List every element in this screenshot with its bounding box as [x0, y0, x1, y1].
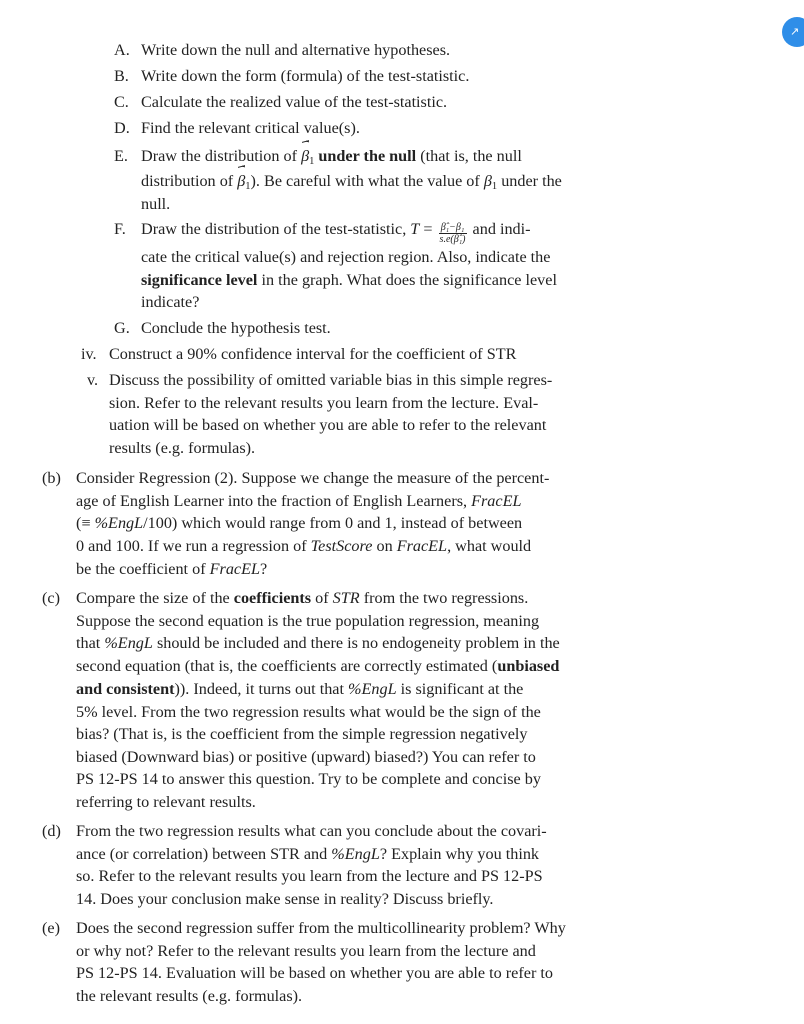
item-v-line1: Discuss the possibility of omitted variable bias in this simple regres- — [109, 371, 553, 389]
item-e-line3: null. — [141, 195, 171, 213]
item-f-label: F. — [114, 220, 126, 238]
question-c-line5: and consistent)). Indeed, it turns out that %EngL is significant at the — [76, 680, 524, 698]
item-a-text: Write down the null and alternative hypotheses. — [141, 41, 451, 59]
item-b-label: B. — [114, 67, 129, 85]
item-e-line1: Draw the distribution of $\beta_1$ under the null (that is, the null — [141, 147, 522, 167]
item-e-label: E. — [114, 147, 128, 165]
question-c-line4: second equation (that is, the coefficients are correctly estimated (unbiased — [76, 657, 560, 675]
question-d-line2: ance (or correlation) between STR and %EngL? Explain why you think — [76, 845, 540, 863]
item-c-label: C. — [114, 93, 129, 111]
share-icon: ↗ — [790, 25, 800, 38]
question-c-line2: Suppose the second equation is the true population regression, meaning — [76, 612, 540, 630]
question-b-line5: be the coefficient of FracEL? — [76, 560, 268, 578]
item-f-line3: significance level in the graph. What does the significance level — [141, 271, 557, 289]
item-g-label: G. — [114, 319, 130, 337]
item-d-label: D. — [114, 119, 130, 137]
question-b-line2: age of English Learner into the fraction of English Learners, FracEL — [76, 492, 522, 510]
item-b-text: Write down the form (formula) of the test-statistic. — [141, 67, 470, 85]
item-a-label: A. — [114, 41, 130, 59]
edge-badge[interactable] — [782, 17, 804, 47]
item-v-line2: sion. Refer to the relevant results you learn from the lecture. Eval- — [109, 394, 539, 412]
question-b-label: (b) — [42, 469, 61, 487]
question-d-line4: 14. Does your conclusion make sense in reality? Discuss briefly. — [76, 890, 494, 908]
question-e-line3: PS 12-PS 14. Evaluation will be based on whether you are able to refer to — [76, 964, 553, 982]
item-g-text: Conclude the hypothesis test. — [141, 319, 331, 337]
question-e-line4: the relevant results (e.g. formulas). — [76, 987, 303, 1005]
item-v-line4: results (e.g. formulas). — [109, 439, 256, 457]
item-f-line1: Draw the distribution of the test-statistic, T = $\frac{\text{β̂₁−β₁}}{\text{s.e(β̂₁)}}$ and indi- — [141, 220, 531, 245]
item-c-text: Calculate the realized value of the test-statistic. — [141, 93, 448, 111]
question-c-line8: biased (Downward bias) or positive (upward) biased?) You can refer to — [76, 748, 536, 766]
item-f-line2: cate the critical value(s) and rejection region. Also, indicate the — [141, 248, 551, 266]
question-d-label: (d) — [42, 822, 61, 840]
question-e-line1: Does the second regression suffer from the multicollinearity problem? Why — [76, 919, 566, 937]
question-c-line7: bias? (That is, is the coefficient from the simple regression negatively — [76, 725, 528, 743]
item-e-line2: distribution of $\beta_1$). Be careful with what the value of $\beta_1$ under the — [141, 172, 562, 192]
question-c-line6: 5% level. From the two regression results what would be the sign of the — [76, 703, 541, 721]
question-c-line3: that %EngL should be included and there is no endogeneity problem in the — [76, 634, 560, 652]
question-e-line2: or why not? Refer to the relevant results you learn from the lecture and — [76, 942, 536, 960]
test-statistic-fraction: $\frac{\text{β̂₁−β₁}}{\text{s.e(β̂₁)}}$ — [439, 222, 466, 245]
question-d-line1: From the two regression results what can you conclude about the covari- — [76, 822, 547, 840]
question-c-line9: PS 12-PS 14 to answer this question. Try to be complete and concise by — [76, 770, 541, 788]
item-iv-label: iv. — [81, 345, 97, 363]
item-iv-text: Construct a 90% confidence interval for the coefficient of STR — [109, 345, 517, 363]
question-e-label: (e) — [42, 919, 60, 937]
question-c-line1: Compare the size of the coefficients of STR from the two regressions. — [76, 589, 529, 607]
question-b-line1: Consider Regression (2). Suppose we change the measure of the percent- — [76, 469, 550, 487]
item-d-text: Find the relevant critical value(s). — [141, 119, 360, 137]
item-v-line3: uation will be based on whether you are able to refer to the relevant — [109, 416, 547, 434]
item-v-label: v. — [87, 371, 99, 389]
question-c-line10: referring to relevant results. — [76, 793, 256, 811]
question-d-line3: so. Refer to the relevant results you learn from the lecture and PS 12-PS — [76, 867, 543, 885]
question-b-line3: (≡ %EngL/100) which would range from 0 and 1, instead of between — [76, 514, 523, 532]
question-c-label: (c) — [42, 589, 60, 607]
item-f-line4: indicate? — [141, 293, 200, 311]
question-b-line4: 0 and 100. If we run a regression of TestScore on FracEL, what would — [76, 537, 532, 555]
